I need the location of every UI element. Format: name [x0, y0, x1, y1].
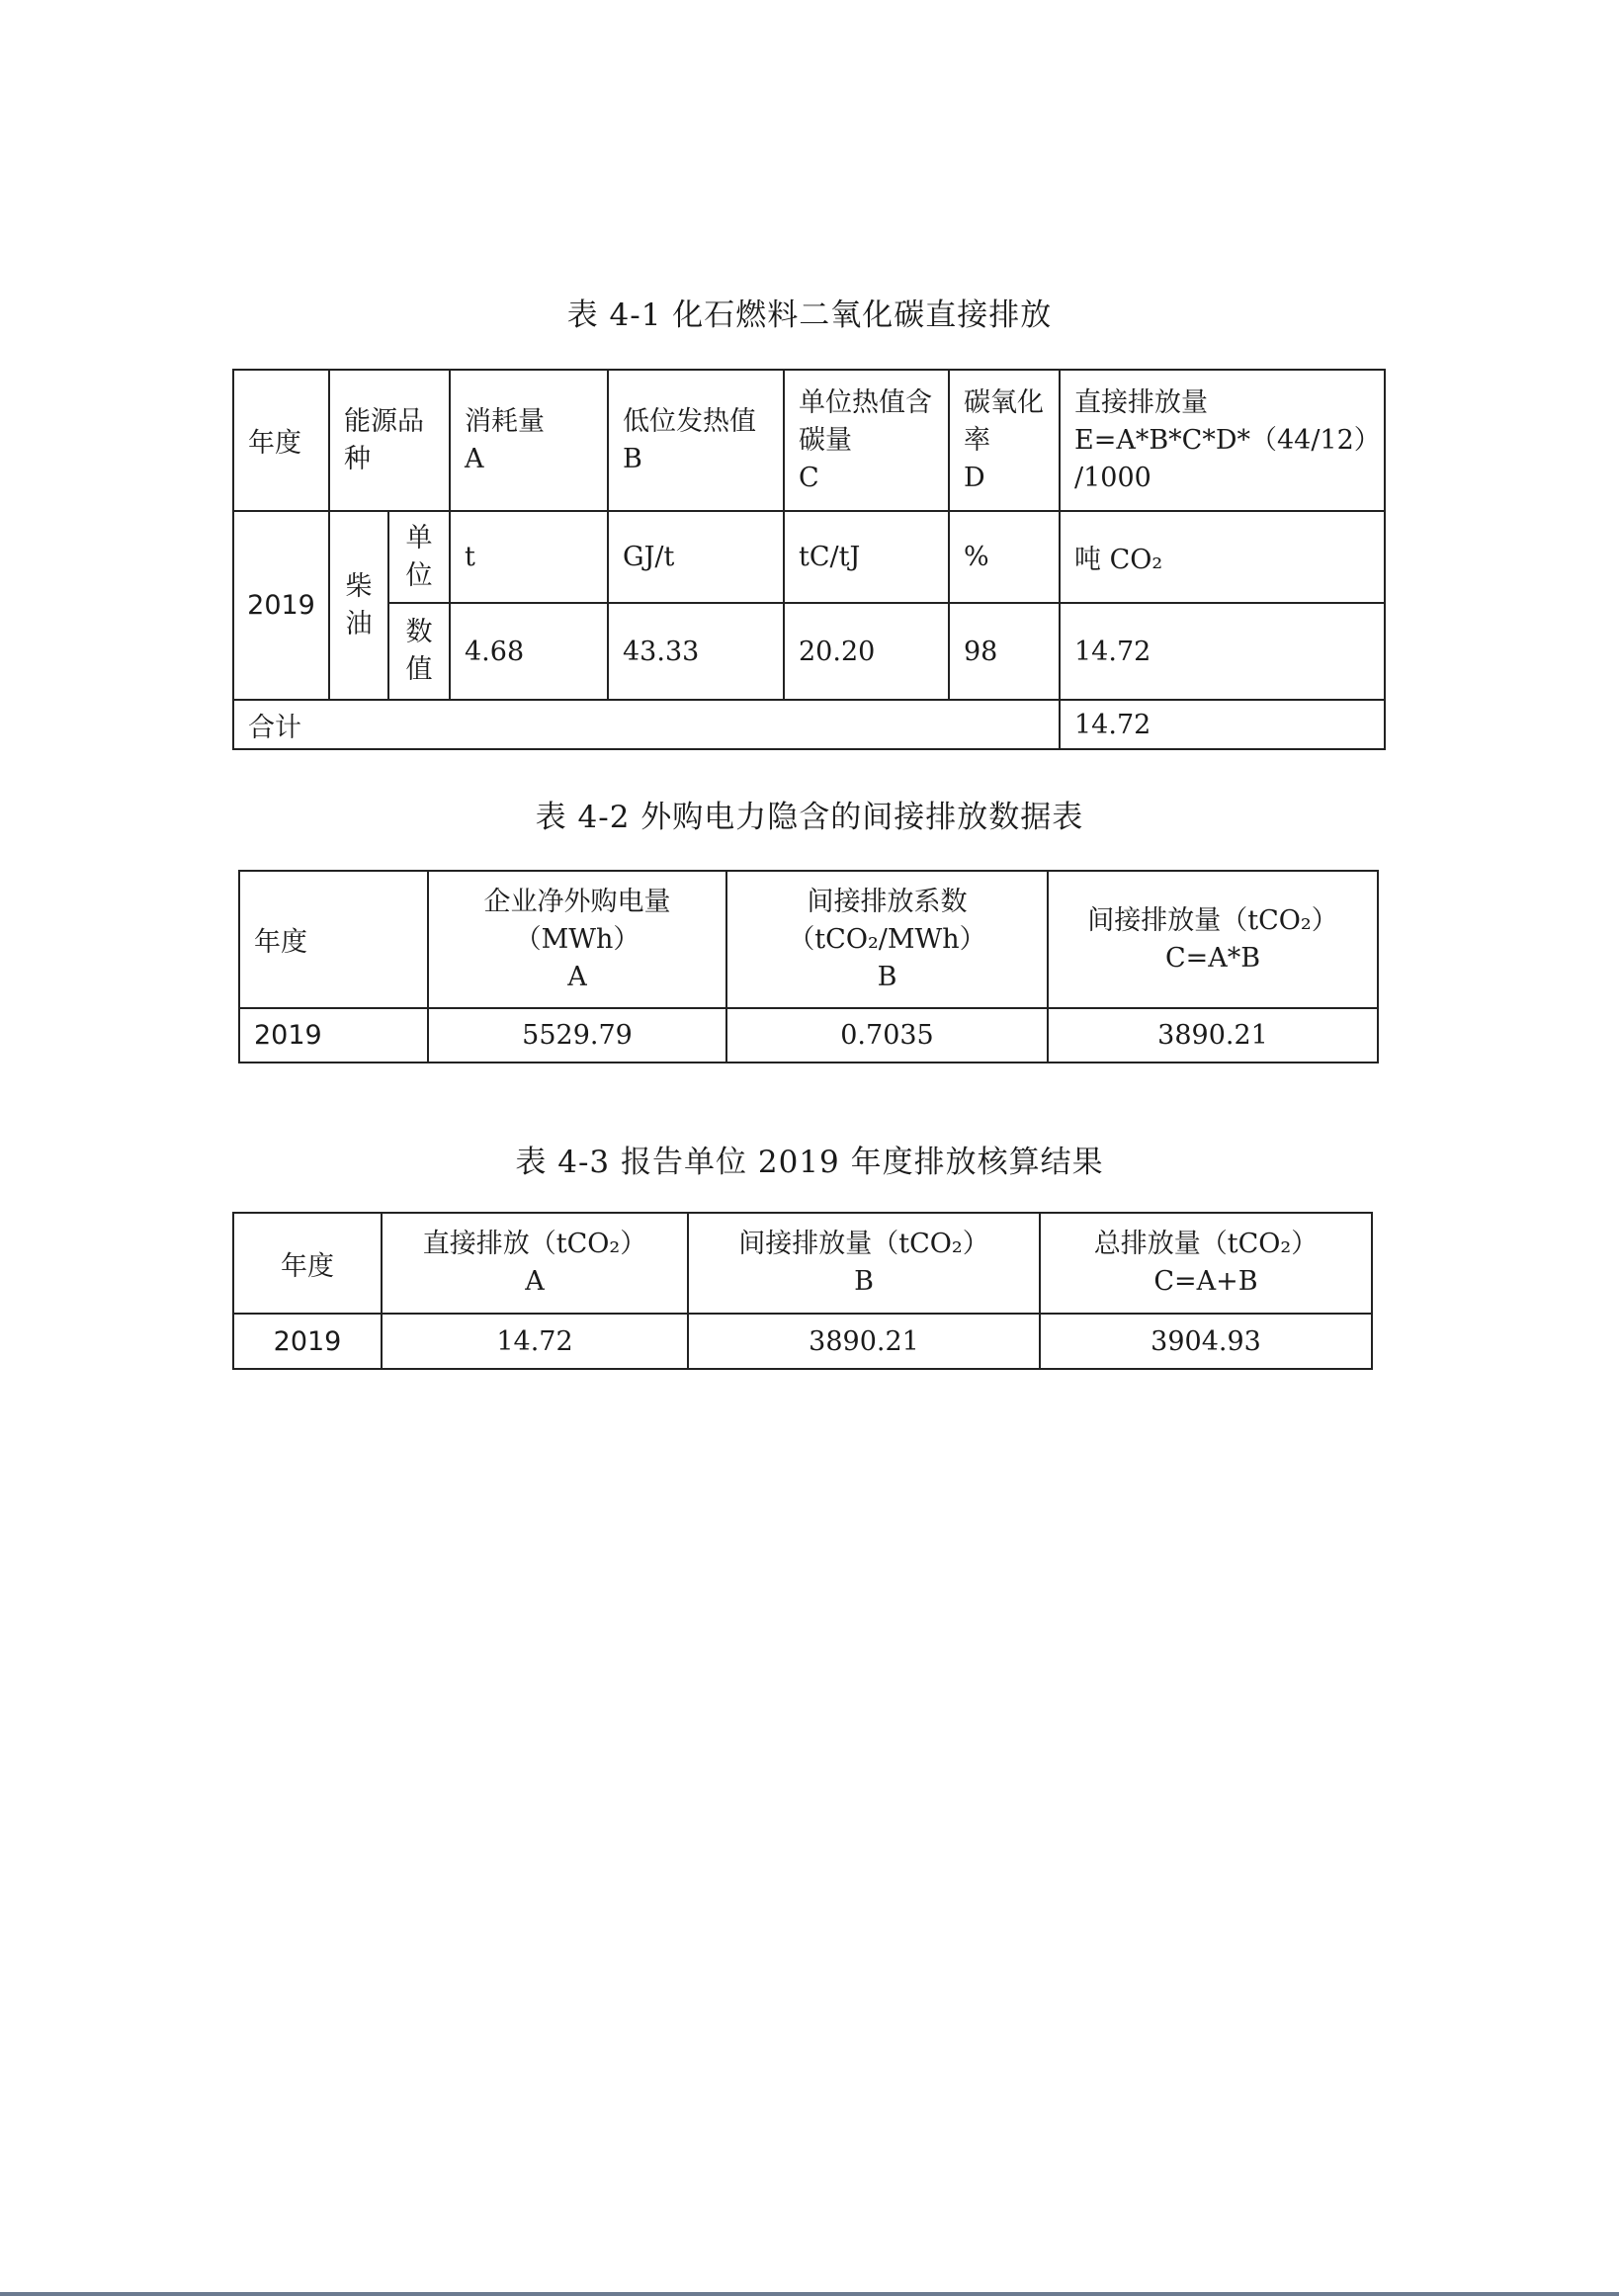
value-purchased-electricity: 5529.79 [428, 1008, 726, 1063]
header-purchased-electricity: 企业净外购电量 （MWh） A [428, 871, 726, 1008]
header-indirect-emission: 间接排放量（tCO₂） B [688, 1213, 1040, 1314]
header-total-emission: 总排放量（tCO₂） C=A+B [1040, 1213, 1372, 1314]
table1-direct-emissions [232, 369, 1386, 750]
table2-caption: 表 4-2 外购电力隐含的间接排放数据表 [535, 800, 1084, 835]
header-energy-type: 能源品种 [329, 370, 450, 511]
header-heat-value: 低位发热值 B [608, 370, 784, 511]
header-year: 年度 [233, 1213, 382, 1314]
header-direct-emission: 直接排放量 E=A*B*C*D*（44/12） /1000 [1060, 370, 1385, 511]
header-direct-emission: 直接排放（tCO₂） A [382, 1213, 688, 1314]
table3-caption: 表 4-3 报告单位 2019 年度排放核算结果 [515, 1145, 1104, 1180]
total-value: 14.72 [1060, 700, 1385, 749]
value-consumption: 4.68 [450, 603, 608, 700]
unit-consumption: t [450, 511, 608, 603]
header-consumption: 消耗量 A [450, 370, 608, 511]
total-label: 合计 [233, 700, 1060, 749]
unit-oxidation: % [949, 511, 1060, 603]
unit-heat-value: GJ/t [608, 511, 784, 603]
table1-caption: 表 4-1 化石燃料二氧化碳直接排放 [566, 298, 1053, 333]
value-emission-factor: 0.7035 [726, 1008, 1048, 1063]
value-heat-value: 43.33 [608, 603, 784, 700]
header-year: 年度 [233, 370, 329, 511]
value-label: 数值 [388, 603, 450, 700]
header-indirect-emission: 间接排放量（tCO₂） C=A*B [1048, 871, 1378, 1008]
value-oxidation: 98 [949, 603, 1060, 700]
unit-carbon-content: tC/tJ [784, 511, 949, 603]
value-direct-emission: 14.72 [1060, 603, 1385, 700]
value-indirect-emission: 3890.21 [688, 1314, 1040, 1369]
row-year: 2019 [233, 1314, 382, 1369]
scan-bottom-edge [0, 2292, 1619, 2296]
value-indirect-emission: 3890.21 [1048, 1008, 1378, 1063]
fuel-type: 柴油 [329, 511, 388, 700]
row-year: 2019 [233, 511, 329, 700]
value-direct-emission: 14.72 [382, 1314, 688, 1369]
header-carbon-content: 单位热值含碳量 C [784, 370, 949, 511]
value-total-emission: 3904.93 [1040, 1314, 1372, 1369]
unit-direct-emission: 吨 CO₂ [1060, 511, 1385, 603]
table2-indirect-emissions [238, 870, 1379, 1063]
unit-label: 单位 [388, 511, 450, 603]
header-emission-factor: 间接排放系数 （tCO₂/MWh） B [726, 871, 1048, 1008]
row-year: 2019 [239, 1008, 428, 1063]
header-year: 年度 [239, 871, 428, 1008]
table3-emission-summary [232, 1212, 1373, 1370]
value-carbon-content: 20.20 [784, 603, 949, 700]
header-oxidation-rate: 碳氧化率 D [949, 370, 1060, 511]
